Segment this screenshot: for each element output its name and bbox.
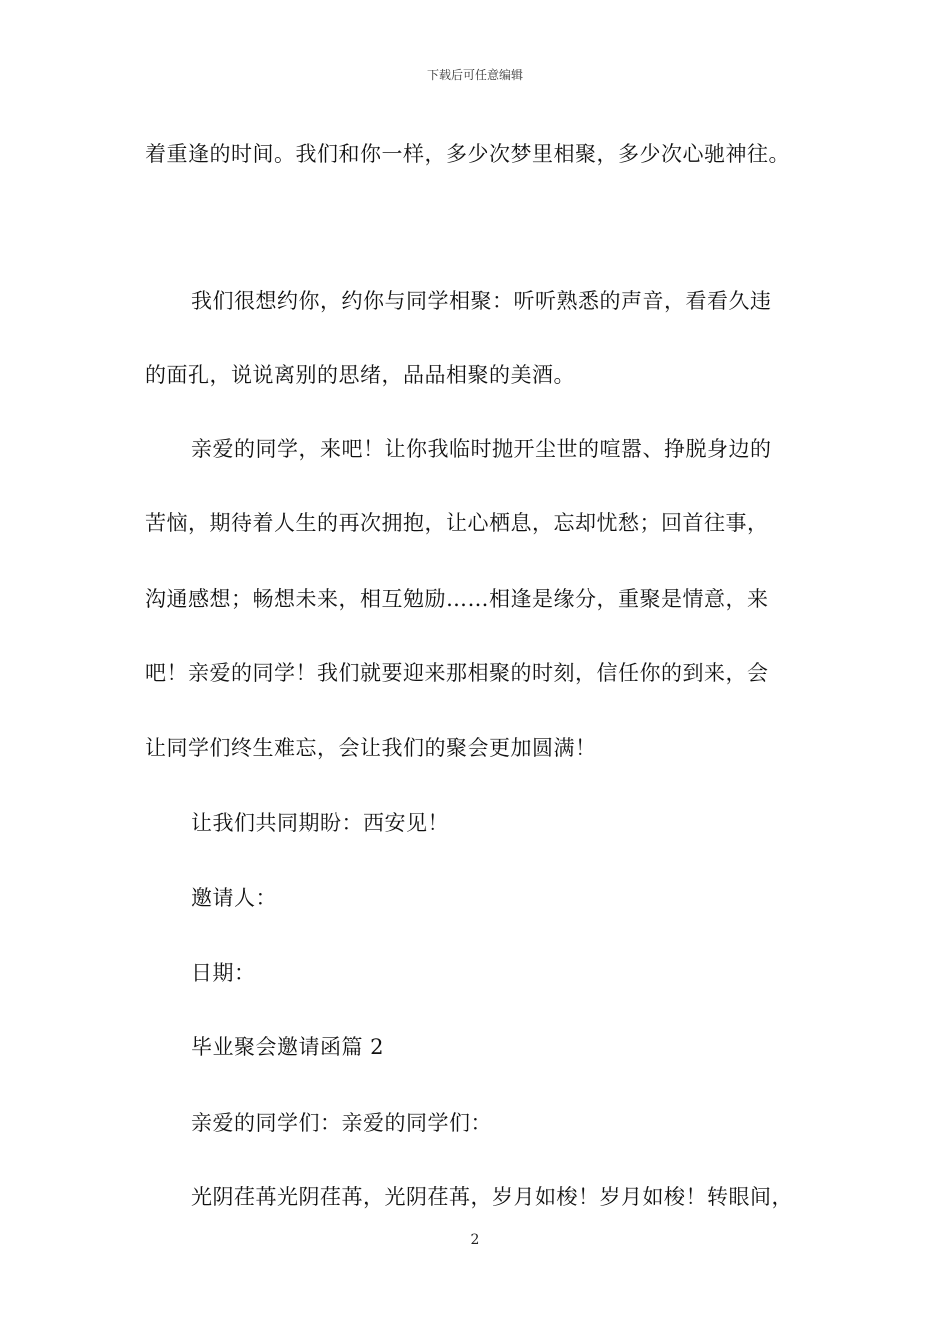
paragraph-line: 沟通感想；畅想未来，相互勉励……相逢是缘分，重聚是情意，来 [145,587,769,611]
paragraph-line: 让同学们终生难忘，会让我们的聚会更加圆满！ [145,736,597,760]
paragraph-line: 亲爱的同学，来吧！让你我临时抛开尘世的喧嚣、挣脱身边的 [191,437,772,461]
date-label: 日期： [191,961,256,985]
page-header: 下载后可任意编辑 [426,68,523,82]
paragraph-line: 我们很想约你，约你与同学相聚：听听熟悉的声音，看看久违 [191,289,772,313]
paragraph-line: 着重逢的时间。我们和你一样，多少次梦里相聚，多少次心驰神往。 [145,142,790,166]
paragraph-line: 苦恼，期待着人生的再次拥抱，让心栖息，忘却忧愁；回首往事， [145,511,769,535]
page-number: 2 [470,1232,480,1248]
salutation: 亲爱的同学们：亲爱的同学们： [191,1111,492,1135]
paragraph-line: 吧！亲爱的同学！我们就要迎来那相聚的时刻，信任你的到来，会 [145,661,769,685]
paragraph-line: 的面孔，说说离别的思绪，品品相聚的美酒。 [145,363,575,387]
paragraph-line: 光阴荏苒光阴荏苒，光阴荏苒，岁月如梭！岁月如梭！转眼间， [191,1185,793,1209]
inviter-label: 邀请人： [191,886,277,910]
section-title: 毕业聚会邀请函篇 2 [191,1035,385,1059]
paragraph-line: 让我们共同期盼：西安见！ [191,811,449,835]
